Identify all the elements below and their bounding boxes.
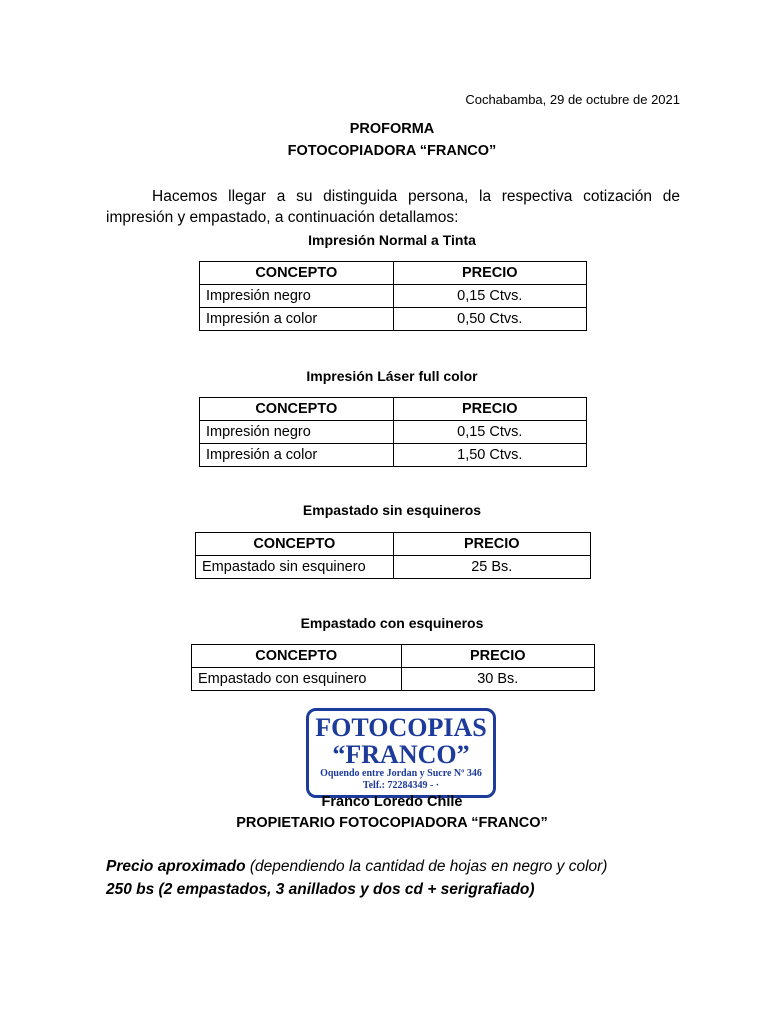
stamp-line-1: FOTOCOPIAS bbox=[315, 713, 487, 742]
stamp-address: Oquendo entre Jordan y Sucre Nº 346 bbox=[320, 768, 482, 779]
section-title-binding-without-corners: Empastado sin esquineros bbox=[302, 502, 482, 518]
concept-cell: Impresión negro bbox=[200, 285, 394, 308]
approx-price-label: Precio aproximado bbox=[106, 858, 246, 875]
column-header-price: PRECIO bbox=[401, 645, 594, 668]
table-header-row bbox=[192, 645, 595, 668]
price-cell: 1,50 Ctvs. bbox=[393, 444, 586, 467]
table-row bbox=[192, 668, 595, 691]
column-header-concept: CONCEPTO bbox=[192, 645, 402, 668]
price-cell: 0,50 Ctvs. bbox=[393, 308, 586, 331]
section-title-laser: Impresión Láser full color bbox=[306, 368, 478, 384]
table-header-row bbox=[200, 398, 587, 421]
price-table-laser bbox=[199, 397, 587, 467]
price-table-binding-without-corners bbox=[195, 532, 591, 579]
document-date: Cochabamba, 29 de octubre de 2021 bbox=[465, 92, 680, 107]
company-name: FOTOCOPIADORA “FRANCO” bbox=[287, 143, 497, 159]
concept-cell: Impresión a color bbox=[200, 308, 394, 331]
intro-paragraph: Hacemos llegar a su distinguida persona, la respectiva cotización de impresión y empastado, a continuación detallamos: bbox=[106, 188, 680, 226]
table-row bbox=[200, 421, 587, 444]
approx-price-note bbox=[106, 858, 607, 876]
table-row bbox=[196, 556, 591, 579]
column-header-price: PRECIO bbox=[393, 262, 586, 285]
column-header-concept: CONCEPTO bbox=[200, 398, 394, 421]
concept-cell: Empastado sin esquinero bbox=[196, 556, 394, 579]
price-cell: 30 Bs. bbox=[401, 668, 594, 691]
table-row bbox=[200, 444, 587, 467]
table-header-row bbox=[196, 533, 591, 556]
price-table-binding-with-corners bbox=[191, 644, 595, 691]
column-header-concept: CONCEPTO bbox=[196, 533, 394, 556]
section-title-binding-with-corners: Empastado con esquineros bbox=[300, 615, 484, 631]
price-table-normal-ink bbox=[199, 261, 587, 331]
table-row bbox=[200, 285, 587, 308]
approx-price-detail: (dependiendo la cantidad de hojas en negro y color) bbox=[249, 858, 608, 875]
concept-cell: Impresión a color bbox=[200, 444, 394, 467]
price-cell: 0,15 Ctvs. bbox=[393, 285, 586, 308]
concept-cell: Impresión negro bbox=[200, 421, 394, 444]
signature-role: PROPIETARIO FOTOCOPIADORA “FRANCO” bbox=[236, 815, 548, 831]
section-title-normal-ink: Impresión Normal a Tinta bbox=[308, 232, 476, 248]
price-cell: 25 Bs. bbox=[393, 556, 590, 579]
concept-cell: Empastado con esquinero bbox=[192, 668, 402, 691]
price-cell: 0,15 Ctvs. bbox=[393, 421, 586, 444]
column-header-concept: CONCEPTO bbox=[200, 262, 394, 285]
table-header-row bbox=[200, 262, 587, 285]
column-header-price: PRECIO bbox=[393, 398, 586, 421]
stamp-line-2: “FRANCO” bbox=[332, 740, 470, 769]
signature-name: Franco Loredo Chile bbox=[321, 794, 463, 810]
document-title: PROFORMA bbox=[349, 121, 435, 137]
company-stamp bbox=[306, 708, 496, 798]
column-header-price: PRECIO bbox=[393, 533, 590, 556]
table-row bbox=[200, 308, 587, 331]
approx-price-summary: 250 bs (2 empastados, 3 anillados y dos cd + serigrafiado) bbox=[106, 881, 535, 898]
stamp-phone: Telf.: 72284349 - · bbox=[362, 780, 440, 791]
